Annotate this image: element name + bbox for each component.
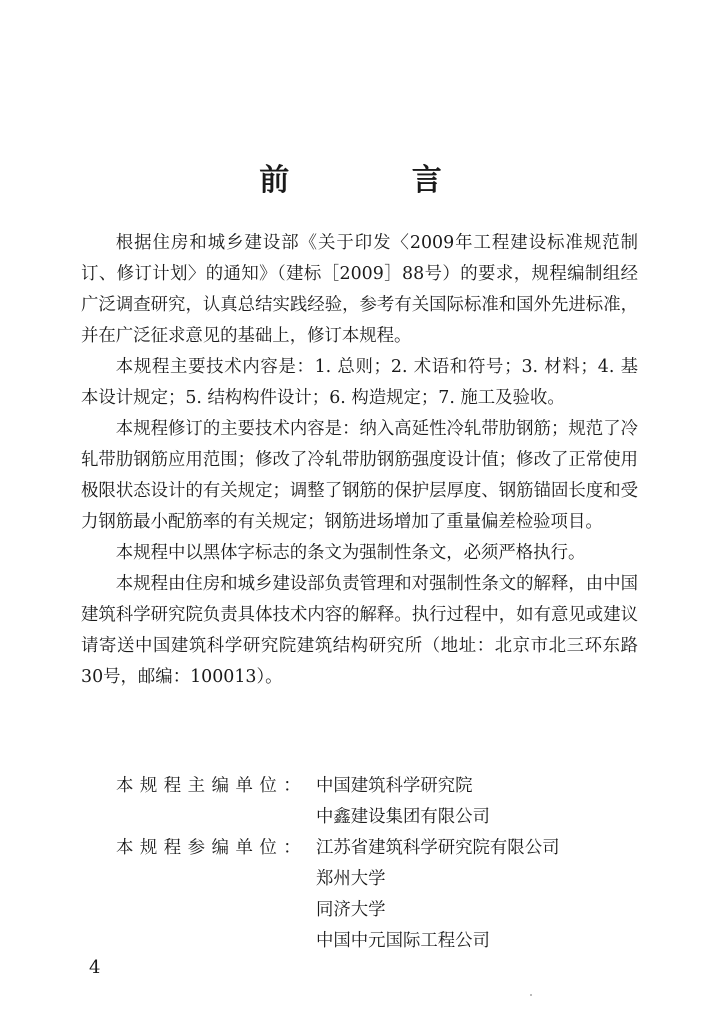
participating-units-group [116, 833, 636, 957]
participating-units-label: 本规程参编单位： [116, 838, 308, 858]
participating-unit: 中国中元国际工程公司 [316, 931, 490, 951]
chief-unit: 中国建筑科学研究院 [316, 776, 473, 796]
page-number: 4 [89, 957, 101, 978]
participating-unit: 郑州大学 [316, 869, 386, 889]
chief-units-list [316, 771, 636, 833]
preface-body [81, 228, 638, 693]
paragraph-revised-content: 本规程修订的主要技术内容是：纳入高延性冷轧带肋钢筋；规范了冷轧带肋钢筋应用范围；修改了冷轧带肋钢筋强度设计值；修改了正常使用极限状态设计的有关规定；调整了钢筋的保护层厚度、钢筋锚固长度和受力钢筋最小配筋率的有关规定；钢筋进场增加了重量偏差检验项目。 [81, 419, 638, 532]
chief-units-group [116, 771, 636, 833]
paragraph-mandatory-clauses: 本规程中以黑体字标志的条文为强制性条文，必须严格执行。 [115, 543, 586, 563]
scan-speck [530, 994, 532, 996]
chief-units-label: 本规程主编单位： [116, 776, 308, 796]
editing-units [116, 771, 636, 957]
paragraph-main-content: 本规程主要技术内容是：1. 总则；2. 术语和符号；3. 材料；4. 基本设计规定；5. 结构构件设计；6. 构造规定；7. 施工及验收。 [81, 357, 638, 408]
chief-unit: 中鑫建设集团有限公司 [316, 807, 490, 827]
participating-unit: 同济大学 [316, 900, 386, 920]
participating-units-list [316, 833, 636, 957]
participating-unit: 江苏省建筑科学研究院有限公司 [316, 838, 560, 858]
page-title: 前 言 [259, 163, 498, 198]
paragraph-management: 本规程由住房和城乡建设部负责管理和对强制性条文的解释，由中国建筑科学研究院负责具体技术内容的解释。执行过程中，如有意见或建议请寄送中国建筑科学研究院建筑结构研究所（地址：北京市北三环东路30号，邮编：100013）。 [81, 574, 638, 687]
paragraph-revision-basis: 根据住房和城乡建设部《关于印发〈2009年工程建设标准规范制订、修订计划〉的通知》（建标［2009］88号）的要求，规程编制组经广泛调查研究，认真总结实践经验，参考有关国际标准和国外先进标准，并在广泛征求意见的基础上，修订本规程。 [81, 233, 638, 346]
